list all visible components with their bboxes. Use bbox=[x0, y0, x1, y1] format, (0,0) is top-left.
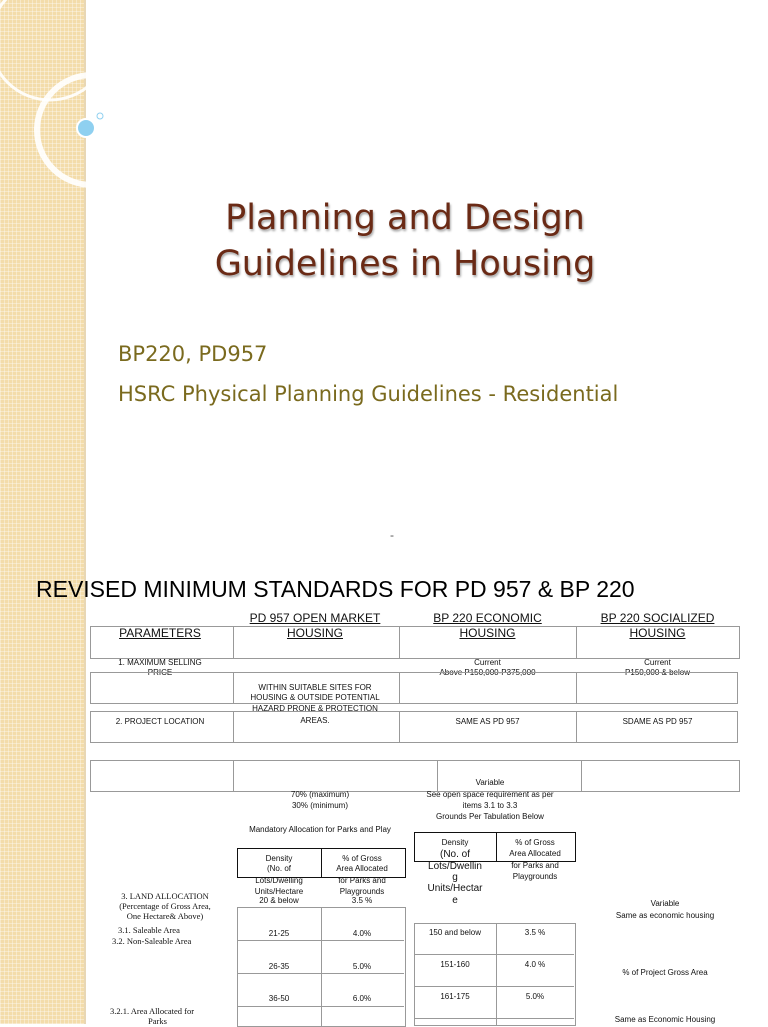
row2-pd957-line2: HOUSING & OUTSIDE POTENTIAL bbox=[250, 693, 380, 702]
row3-econ-line3: items 3.1 to 3.3 bbox=[462, 801, 518, 810]
pd957-pct-row-2: 4.0% bbox=[352, 929, 372, 938]
dash-mark: - bbox=[390, 528, 394, 542]
row3-soc-line2: Same as economic housing bbox=[615, 911, 715, 920]
row2-econ: SAME AS PD 957 bbox=[455, 717, 520, 726]
row3-econ-line1: Variable bbox=[475, 778, 505, 787]
pd957-h-density-4: Units/Hectare bbox=[254, 887, 304, 896]
econ-pct-row-2: 4.0 % bbox=[524, 960, 546, 969]
row2-pd957-line3: HAZARD PRONE & PROTECTION bbox=[252, 704, 378, 713]
row3-soc-pct: % of Project Gross Area bbox=[622, 968, 708, 977]
pd957-h-pct-1: % of Gross bbox=[342, 854, 382, 863]
row2-pd957-line4: AREAS. bbox=[300, 716, 330, 725]
parks-area-line1: 3.2.1. Area Allocated for bbox=[110, 1006, 195, 1016]
title-line-2: Guidelines in Housing bbox=[214, 244, 596, 284]
pd957-density-row-1: 20 & below bbox=[259, 896, 299, 905]
pd957-h-density-2: (No. of bbox=[266, 864, 291, 873]
pd957-pct-row-4: 6.0% bbox=[352, 994, 372, 1003]
row2-param: 2. PROJECT LOCATION bbox=[115, 717, 205, 726]
econ-density-body bbox=[414, 923, 576, 1026]
row3-pd957-line2: 30% (minimum) bbox=[291, 801, 348, 810]
title-line-1: Planning and Design bbox=[225, 198, 585, 238]
row3-box bbox=[90, 760, 740, 792]
non-saleable-area: 3.2. Non-Saleable Area bbox=[112, 936, 192, 946]
row3-mandatory-note: Mandatory Allocation for Parks and Play bbox=[249, 825, 391, 834]
pd957-h-density-1: Density bbox=[265, 854, 293, 863]
pd957-density-row-4: 36-50 bbox=[268, 994, 290, 1003]
econ-pct-row-1: 3.5 % bbox=[524, 928, 546, 937]
row1-soc-line1: Current bbox=[644, 658, 671, 667]
econ-h-density-4: g bbox=[452, 872, 458, 883]
pd957-h-density-3: Lots/Dwelling bbox=[255, 876, 303, 885]
econ-pct-row-3: 5.0% bbox=[525, 992, 545, 1001]
econ-density-row-1: 150 and below bbox=[428, 928, 482, 937]
pd957-h-pct-3: for Parks and bbox=[338, 876, 386, 885]
econ-h-density-5: Units/Hectar bbox=[427, 883, 483, 894]
row1-box bbox=[90, 672, 738, 704]
col-header-bp220-socialized-line2: HOUSING bbox=[629, 626, 686, 640]
col-header-parameters: PARAMETERS bbox=[119, 626, 201, 640]
col-header-bp220-economic-line2: HOUSING bbox=[459, 626, 516, 640]
econ-h-pct-2: Area Allocated bbox=[509, 849, 561, 858]
parks-area-line2: Parks bbox=[148, 1016, 167, 1026]
land-allocation-line3: One Hectare& Above) bbox=[126, 911, 204, 921]
econ-h-pct-4: Playgrounds bbox=[512, 872, 558, 881]
row2-box bbox=[90, 711, 738, 743]
land-allocation-line2: (Percentage of Gross Area, bbox=[119, 901, 211, 911]
row3-econ-line4: Grounds Per Tabulation Below bbox=[436, 812, 544, 821]
pd957-pct-row-3: 5.0% bbox=[352, 962, 372, 971]
row1-econ-line2: Above P150,000-P375,000 bbox=[439, 668, 536, 677]
econ-density-row-2: 151-160 bbox=[440, 960, 470, 969]
row1-param-line2: PRICE bbox=[147, 668, 173, 677]
col-header-bp220-economic-line1: BP 220 ECONOMIC bbox=[433, 611, 542, 625]
econ-h-density-3: Lots/Dwellin bbox=[428, 861, 482, 872]
row2-pd957-line1: WITHIN SUITABLE SITES FOR bbox=[258, 683, 372, 692]
pd957-h-pct-4: Playgrounds bbox=[339, 887, 385, 896]
row3-soc-line1: Variable bbox=[650, 899, 680, 908]
pd957-density-row-2: 21-25 bbox=[268, 929, 290, 938]
econ-h-density-6: e bbox=[452, 895, 458, 906]
col-header-bp220-socialized-line1: BP 220 SOCIALIZED bbox=[600, 611, 715, 625]
table-heading: REVISED MINIMUM STANDARDS FOR PD 957 & BP 220 bbox=[36, 576, 635, 602]
row1-econ-line1: Current bbox=[474, 658, 501, 667]
col-header-pd957-line1: PD 957 OPEN MARKET bbox=[249, 611, 381, 625]
land-allocation-line1: 3. LAND ALLOCATION bbox=[121, 891, 209, 901]
row3-econ-line2: See open space requirement as per bbox=[426, 790, 554, 799]
row3-pd957-line1: 70% (maximum) bbox=[290, 790, 350, 799]
col-header-pd957-line2: HOUSING bbox=[286, 626, 343, 640]
row3-soc-last: Same as Economic Housing bbox=[614, 1015, 716, 1024]
decorative-circles bbox=[0, 0, 140, 200]
econ-density-row-3: 161-175 bbox=[440, 992, 470, 1001]
econ-h-pct-3: for Parks and bbox=[511, 861, 559, 870]
pd957-h-pct-2: Area Allocated bbox=[336, 864, 388, 873]
row1-param-line1: 1. MAXIMUM SELLING bbox=[118, 658, 202, 667]
slide-title bbox=[130, 195, 680, 287]
econ-h-density-1: Density bbox=[441, 838, 469, 847]
subtitle-laws: BP220, PD957 bbox=[118, 342, 268, 366]
econ-h-density-2: (No. of bbox=[439, 849, 470, 860]
subtitle-guidelines: HSRC Physical Planning Guidelines - Residential bbox=[118, 382, 619, 406]
econ-h-pct-1: % of Gross bbox=[515, 838, 555, 847]
saleable-area: 3.1. Saleable Area bbox=[118, 925, 180, 935]
pd957-pct-row-1: 3.5 % bbox=[351, 896, 373, 905]
pd957-density-row-3: 26-35 bbox=[268, 962, 290, 971]
row2-soc: SDAME AS PD 957 bbox=[622, 717, 693, 726]
row1-soc-line2: P150,000 & below bbox=[625, 668, 690, 677]
